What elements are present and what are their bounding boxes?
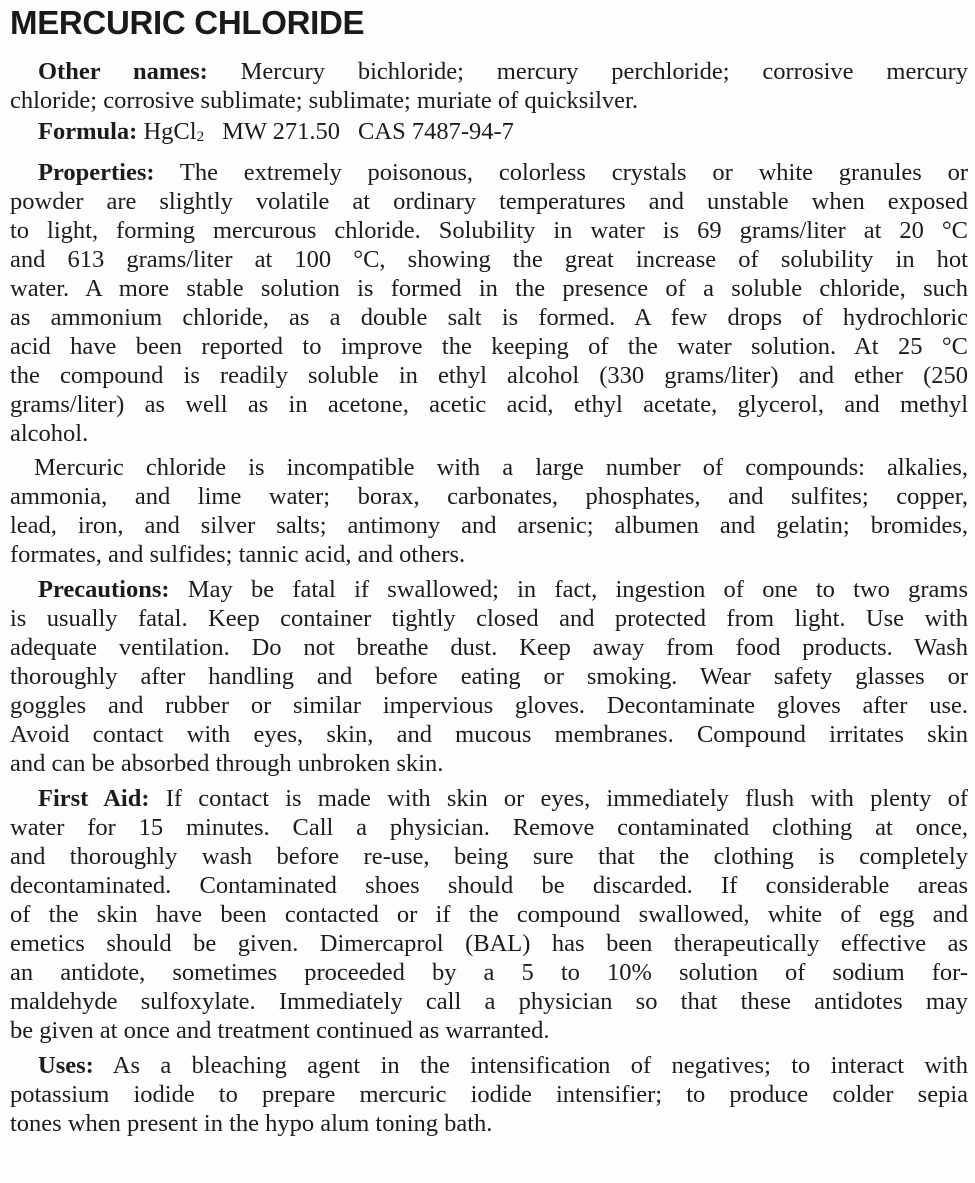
first-aid-line: of the skin have been contacted or if the compound swallowed, white of egg and bbox=[10, 901, 968, 928]
cas-number: CAS 7487-94-7 bbox=[358, 118, 514, 145]
incompatibility-line: Mercuric chloride is incompatible with a large number of compounds: alkalies, bbox=[34, 454, 968, 481]
precautions-text: May be fatal if swallowed; in fact, ingestion of one to two grams bbox=[169, 576, 968, 603]
properties-line: as ammonium chloride, as a double salt is formed. A few drops of hydrochloric bbox=[10, 304, 968, 331]
molecular-weight: MW 271.50 bbox=[222, 118, 341, 145]
incompatibility-line: ammonia, and lime water; borax, carbonates, phosphates, and sulfites; copper, bbox=[10, 483, 968, 510]
properties-line: powder are slightly volatile at ordinary temperatures and unstable when exposed bbox=[10, 188, 968, 215]
uses-text: As a bleaching agent in the intensification of negatives; to interact with bbox=[93, 1052, 968, 1079]
precautions-line: adequate ventilation. Do not breathe dust. Keep away from food products. Wash bbox=[10, 634, 968, 661]
precautions-line-1 bbox=[38, 575, 968, 604]
uses-label: Uses: bbox=[38, 1052, 94, 1079]
properties-line-1 bbox=[38, 158, 968, 187]
precautions-line: thoroughly after handling and before eating or smoking. Wear safety glasses or bbox=[10, 663, 968, 690]
properties-label: Properties: bbox=[38, 159, 155, 186]
formula-label: Formula: bbox=[38, 118, 138, 145]
precautions-line: is usually fatal. Keep container tightly closed and protected from light. Use with bbox=[10, 605, 968, 632]
formula-line bbox=[38, 117, 968, 146]
other-names-line-2: chloride; corrosive sublimate; sublimate; muriate of quicksilver. bbox=[10, 87, 638, 114]
incompatibility-line: lead, iron, and silver salts; antimony and arsenic; albumen and gelatin; bromides, bbox=[10, 512, 968, 539]
incompatibility-line: formates, and sulfides; tannic acid, and others. bbox=[10, 541, 466, 568]
first-aid-line: and thoroughly wash before re-use, being sure that the clothing is completely bbox=[10, 843, 968, 870]
properties-line: grams/liter) as well as in acetone, acetic acid, ethyl acetate, glycerol, and methyl bbox=[10, 391, 968, 418]
first-aid-line: water for 15 minutes. Call a physician. Remove contaminated clothing at once, bbox=[10, 814, 968, 841]
formula-value: HgCl bbox=[137, 118, 197, 145]
uses-line: potassium iodide to prepare mercuric iodide intensifier; to produce colder sepia bbox=[10, 1081, 968, 1108]
first-aid-line: decontaminated. Contaminated shoes should be discarded. If considerable areas bbox=[10, 872, 968, 899]
first-aid-text: If contact is made with skin or eyes, immediately flush with plenty of bbox=[149, 785, 968, 812]
other-names-text: Mercury bichloride; mercury perchloride; corrosive mercury bbox=[207, 58, 968, 85]
precautions-label: Precautions: bbox=[38, 576, 170, 603]
precautions-line: and can be absorbed through unbroken skin. bbox=[10, 750, 444, 777]
properties-line: the compound is readily soluble in ethyl alcohol (330 grams/liter) and ether (250 bbox=[10, 362, 968, 389]
uses-line-1 bbox=[38, 1051, 968, 1080]
properties-line: acid have been reported to improve the keeping of the water solution. At 25 °C bbox=[10, 333, 968, 360]
properties-text: The extremely poisonous, colorless crystals or white granules or bbox=[154, 159, 968, 186]
properties-line: and 613 grams/liter at 100 °C, showing the great increase of solubility in hot bbox=[10, 246, 968, 273]
page-title: MERCURIC CHLORIDE bbox=[10, 4, 365, 41]
first-aid-line: an antidote, sometimes proceeded by a 5 to 10% solution of sodium for- bbox=[10, 959, 968, 986]
properties-line: alcohol. bbox=[10, 420, 89, 447]
precautions-line: Avoid contact with eyes, skin, and mucous membranes. Compound irritates skin bbox=[10, 721, 968, 748]
first-aid-line: maldehyde sulfoxylate. Immediately call a physician so that these antidotes may bbox=[10, 988, 968, 1015]
other-names-line-1 bbox=[38, 57, 968, 86]
first-aid-label: First Aid: bbox=[38, 785, 150, 812]
first-aid-line: be given at once and treatment continued as warranted. bbox=[10, 1017, 550, 1044]
properties-line: to light, forming mercurous chloride. Solubility in water is 69 grams/liter at 20 °C bbox=[10, 217, 968, 244]
other-names-label: Other names: bbox=[38, 58, 208, 85]
precautions-line: goggles and rubber or similar impervious gloves. Decontaminate gloves after use. bbox=[10, 692, 968, 719]
formula-subscript: 2 bbox=[196, 129, 205, 145]
uses-line: tones when present in the hypo alum toning bath. bbox=[10, 1110, 493, 1137]
first-aid-line: emetics should be given. Dimercaprol (BAL) has been therapeutically effective as bbox=[10, 930, 968, 957]
properties-line: water. A more stable solution is formed in the presence of a soluble chloride, such bbox=[10, 275, 968, 302]
first-aid-line-1 bbox=[38, 784, 968, 813]
